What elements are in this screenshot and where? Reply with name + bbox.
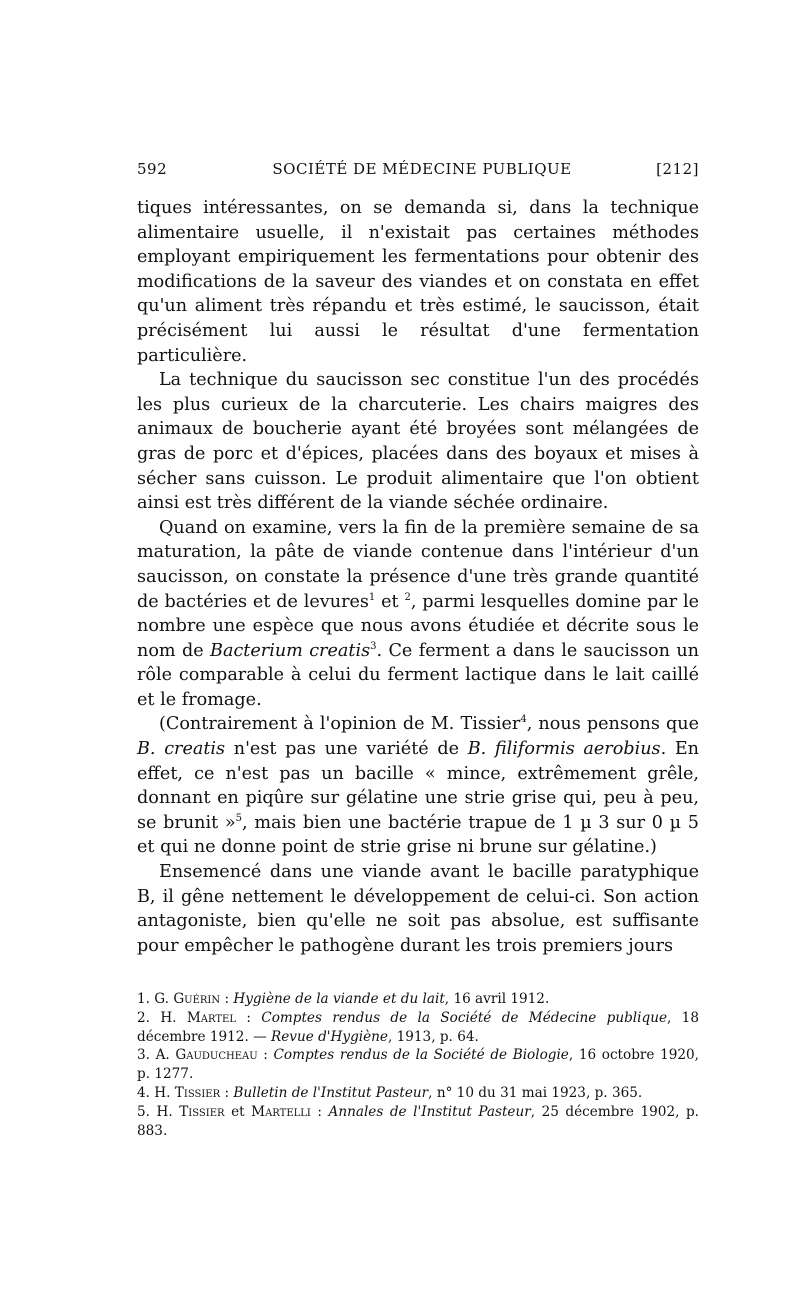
footnote-author: Martelli: [251, 1103, 311, 1120]
paragraph-3: [137, 516, 699, 713]
text-run: , n° 10 du 31 mai 1923, p. 365.: [428, 1084, 643, 1101]
footnote-title: Revue d'Hygiène: [271, 1028, 388, 1045]
footnote-number: 2. H.: [137, 1009, 187, 1026]
original-page-number: [212]: [656, 160, 699, 178]
footnote-author: Gauducheau: [175, 1047, 258, 1064]
footnote-author: Guérin: [173, 991, 221, 1007]
text-run: , 25 décembre 1902, p. 883.: [137, 1103, 699, 1139]
text-run: , 18 décembre 1912. —: [137, 1009, 699, 1045]
page-header: [137, 158, 699, 182]
text-run: et: [375, 591, 405, 612]
species-name: Bacterium creatis: [210, 640, 371, 661]
text-run: n'est pas une variété de: [225, 739, 468, 760]
species-name: B. creatis: [137, 739, 226, 760]
footnote-author: Tissier: [179, 1103, 225, 1120]
text-run: et: [224, 1103, 252, 1120]
text-run: :: [257, 1047, 274, 1064]
text-run: , 16 avril 1912.: [444, 991, 550, 1007]
text-run: , parmi lesquelles domine par le nombre une espèce que nous avons étudiée et décrite sous le nom de: [137, 591, 699, 661]
footnote-number: 4. H.: [137, 1084, 175, 1101]
text-run: , 1913, p. 64.: [387, 1028, 479, 1045]
text-run: :: [310, 1103, 329, 1120]
text-run: . Ce ferment a dans le saucisson un rôle comparable à celui du ferment lactique dans le lait caillé et le fromage.: [137, 640, 699, 710]
footnote-5: [137, 1103, 699, 1141]
text-run: (Contrairement à l'opinion de M. Tissier: [159, 714, 521, 735]
paragraph-1: tiques intéressantes, on se demanda si, dans la technique alimentaire usuelle, il n'existait pas certaines méthodes employant empiriquement les fermentations pour obtenir des modifications de la saveur des viandes et on constata en effet qu'un aliment très répandu et très estimé, le saucisson, était précisément lui aussi le résultat d'une fermentation particulière.: [137, 198, 699, 366]
footnote-title: Annales de l'Institut Pasteur: [328, 1103, 531, 1120]
text-run: . En effet, ce n'est pas un bacille « mince, extrêmement grêle, donnant en piqûre sur gélatine une strie grise qui, peu à peu, se brunit »: [137, 739, 700, 833]
running-title: SOCIÉTÉ DE MÉDECINE PUBLIQUE: [272, 160, 572, 178]
species-name: B. filiformis aerobius: [467, 739, 661, 760]
footnote-number: 3. A.: [137, 1047, 176, 1064]
footnote-title: Hygiène de la viande et du lait: [233, 991, 445, 1007]
text-run: Quand on examine, vers la fin de la première semaine de sa maturation, la pâte de viande contenue dans l'intérieur d'un saucisson, on constate la présence d'une très grande quantité de bactéries et de levures: [137, 517, 699, 612]
text-run: :: [235, 1009, 262, 1026]
footnote-ref: 4: [520, 714, 527, 726]
body-text: [137, 196, 699, 958]
footnote-3: [137, 1046, 699, 1084]
footnote-ref: 2: [404, 591, 411, 603]
footnote-title: Comptes rendus de la Société de Biologie: [273, 1047, 569, 1064]
footnote-1: [137, 990, 699, 1009]
footnote-ref: 5: [235, 812, 243, 824]
paragraph-4: [137, 712, 699, 860]
text-run: :: [220, 1084, 234, 1101]
footnote-ref: 1: [368, 591, 376, 603]
text-run: :: [220, 991, 234, 1007]
footnote-number: 1. G.: [137, 991, 174, 1007]
footnote-ref: 3: [370, 640, 377, 652]
footnote-4: [137, 1084, 699, 1103]
footnote-number: 5. H.: [137, 1103, 180, 1120]
footnote-title: Bulletin de l'Institut Pasteur: [233, 1084, 429, 1101]
text-run: , nous pensons que: [526, 714, 699, 735]
page-number: 592: [137, 160, 168, 178]
footnote-2: [137, 1009, 699, 1047]
paragraph-5: Ensemencé dans une viande avant le bacille paratyphique B, il gêne nettement le développement de celui-ci. Son action antagoniste, bien qu'elle ne soit pas absolue, est suffisante pour empêcher le pathogène durant les trois premiers jours: [137, 862, 699, 956]
text-run: , mais bien une bactérie trapue de 1 µ 3 sur 0 µ 5 et qui ne donne point de strie grise ni brune sur gélatine.): [137, 812, 699, 858]
footnote-title: Comptes rendus de la Société de Médecine publique: [261, 1009, 667, 1026]
footnotes: [137, 990, 699, 1140]
paragraph-2: La technique du saucisson sec constitue l'un des procédés les plus curieux de la charcuterie. Les chairs maigres des animaux de boucherie ayant été broyées sont mélangées de gras de porc et d'épices, placées dans des boyaux et mises à sécher sans cuisson. Le produit alimentaire que l'on obtient ainsi est très différent de la viande séchée ordinaire.: [137, 370, 699, 514]
text-run: , 16 octobre 1920, p. 1277.: [137, 1047, 699, 1083]
footnote-author: Martel: [186, 1009, 236, 1026]
footnote-author: Tissier: [174, 1084, 221, 1101]
